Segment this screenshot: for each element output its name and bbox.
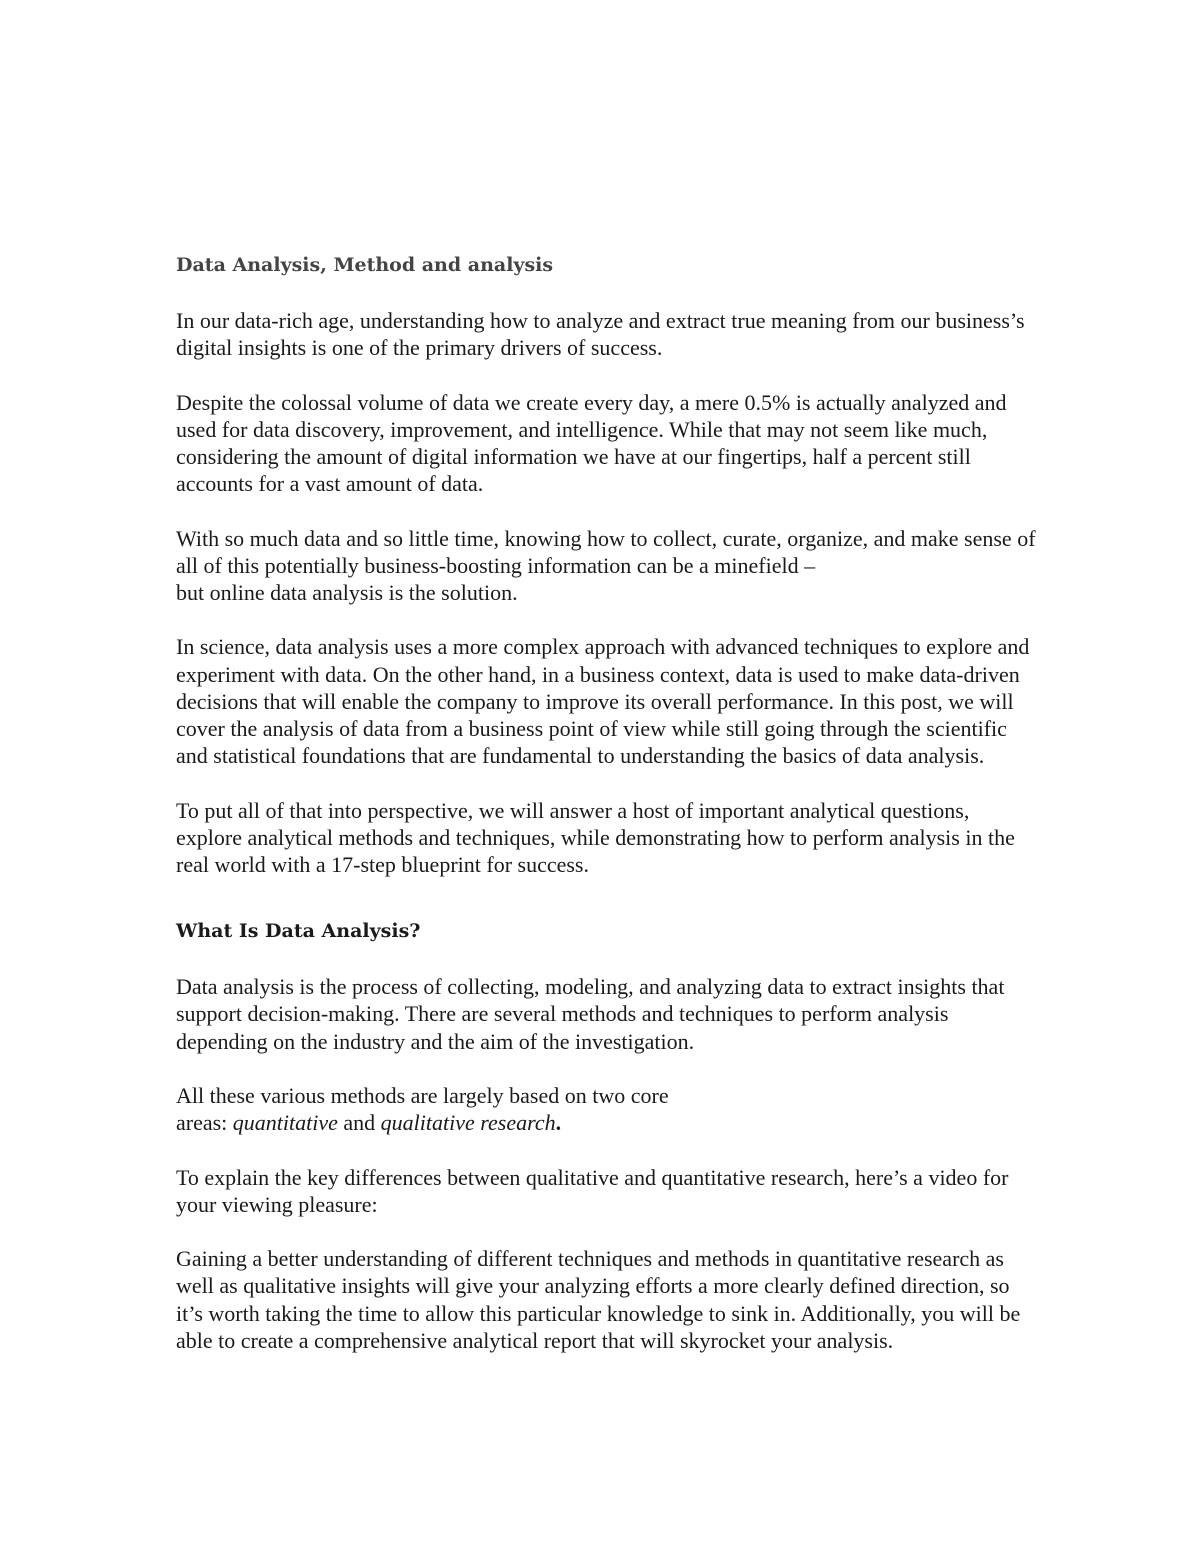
paragraph-perspective: To put all of that into perspective, we will answer a host of important analytical questions, explore analytical methods and techniques, while demonstrating how to perform analysis in the real world with a 17-step blueprint for success. <box>176 797 1015 877</box>
core-areas-line1: All these various methods are largely based on two core <box>176 1083 669 1108</box>
paragraph-definition: Data analysis is the process of collecting, modeling, and analyzing data to extract insights that support decision-making. There are several methods and techniques to perform analysis depending on the industry and the aim of the investigation. <box>176 974 1005 1054</box>
section-heading: What Is Data Analysis? <box>176 920 421 943</box>
paragraph-minefield <box>176 525 1036 607</box>
core-areas-and: and <box>337 1110 381 1136</box>
paragraph-intro: In our data-rich age, understanding how to analyze and extract true meaning from our business’s digital insights is one of the primary drivers of success. <box>176 308 1025 361</box>
core-areas-period: . <box>555 1110 562 1136</box>
document-page <box>176 252 1036 1381</box>
paragraph-minefield-text: With so much data and so little time, knowing how to collect, curate, organize, and make sense of all of this potentially business-boosting information can be a minefield – <box>176 525 1036 578</box>
paragraph-science-vs-business: In science, data analysis uses a more complex approach with advanced techniques to explore and experiment with data. On the other hand, in a business context, data is used to make data-driven decisions that will enable the company to improve its overall performance. In this post, we will cover the analysis of data from a business point of view while still going through the scientific and statistical foundations that are fundamental to understanding the basics of data analysis. <box>176 634 1030 769</box>
paragraph-video: To explain the key differences between qualitative and quantitative research, here’s a video for your viewing pleasure: <box>176 1164 1009 1217</box>
paragraph-core-areas <box>176 1082 1036 1136</box>
paragraph-minefield-tail: but online data analysis is the solution. <box>176 580 518 605</box>
document-title: Data Analysis, Method and analysis <box>176 254 554 276</box>
paragraph-understanding: Gaining a better understanding of different techniques and methods in quantitative research as well as qualitative insights will give your analyzing efforts a more clearly defined direction, so it’s worth taking the time to allow this particular knowledge to sink in. Additionally, you will be able to create a comprehensive analytical report that will skyrocket your analysis. <box>176 1246 1021 1353</box>
term-quantitative: quantitative <box>232 1110 338 1136</box>
paragraph-data-volume: Despite the colossal volume of data we create every day, a mere 0.5% is actually analyzed and used for data discovery, improvement, and intelligence. While that may not seem like much, considering the amount of digital information we have at our fingertips, half a percent still accounts for a vast amount of data. <box>176 389 1007 497</box>
core-areas-prefix: areas: <box>176 1110 233 1136</box>
term-qualitative-research: qualitative research <box>380 1110 556 1136</box>
